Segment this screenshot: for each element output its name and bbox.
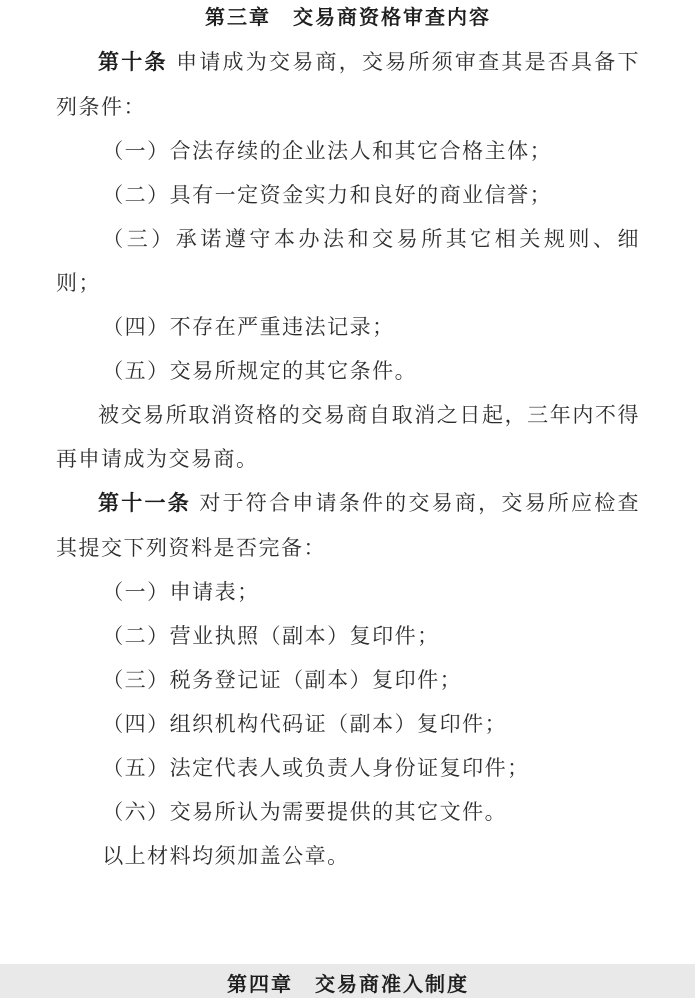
- article-11-paragraph: [56, 481, 640, 570]
- article-11-item-6: （六）交易所认为需要提供的其它文件。: [102, 800, 508, 824]
- article-11-item-4: （四）组织机构代码证（副本）复印件；: [102, 712, 508, 736]
- article-11-label: 第十一条: [98, 492, 191, 515]
- chapter-3-heading: 第三章 交易商资格审查内容: [205, 7, 491, 29]
- article-10-label: 第十条: [98, 51, 168, 74]
- article-11-intro: 对于符合申请条件的交易商，交易所应检查其提交下列资料是否完备：: [56, 491, 641, 560]
- article-10-item-1: （一）合法存续的企业法人和其它合格主体；: [102, 139, 553, 163]
- article-10-note: 被交易所取消资格的交易商自取消之日起，三年内不得再申请成为交易商。: [56, 403, 640, 471]
- article-11-note: 以上材料均须加盖公章。: [102, 844, 350, 868]
- article-11-item-3: （三）税务登记证（副本）复印件；: [102, 668, 463, 692]
- article-11-item-5: （五）法定代表人或负责人身份证复印件；: [102, 756, 530, 780]
- document-body: [56, 40, 640, 878]
- chapter-4-heading: 第四章 交易商准入制度: [227, 974, 469, 996]
- article-10-intro: 申请成为交易商，交易所须审查其是否具备下列条件：: [56, 50, 641, 119]
- article-10-item-2: （二）具有一定资金实力和良好的商业信誉；: [102, 183, 553, 207]
- article-10-item-4: （四）不存在严重违法记录；: [102, 315, 395, 339]
- article-11-item-2: （二）营业执照（副本）复印件；: [102, 624, 440, 648]
- article-10-item-5: （五）交易所规定的其它条件。: [102, 359, 418, 383]
- article-11-item-1: （一）申请表；: [102, 580, 260, 604]
- article-10-paragraph: [56, 40, 640, 129]
- article-10-item-3: （三）承诺遵守本办法和交易所其它相关规则、细则；: [56, 227, 640, 295]
